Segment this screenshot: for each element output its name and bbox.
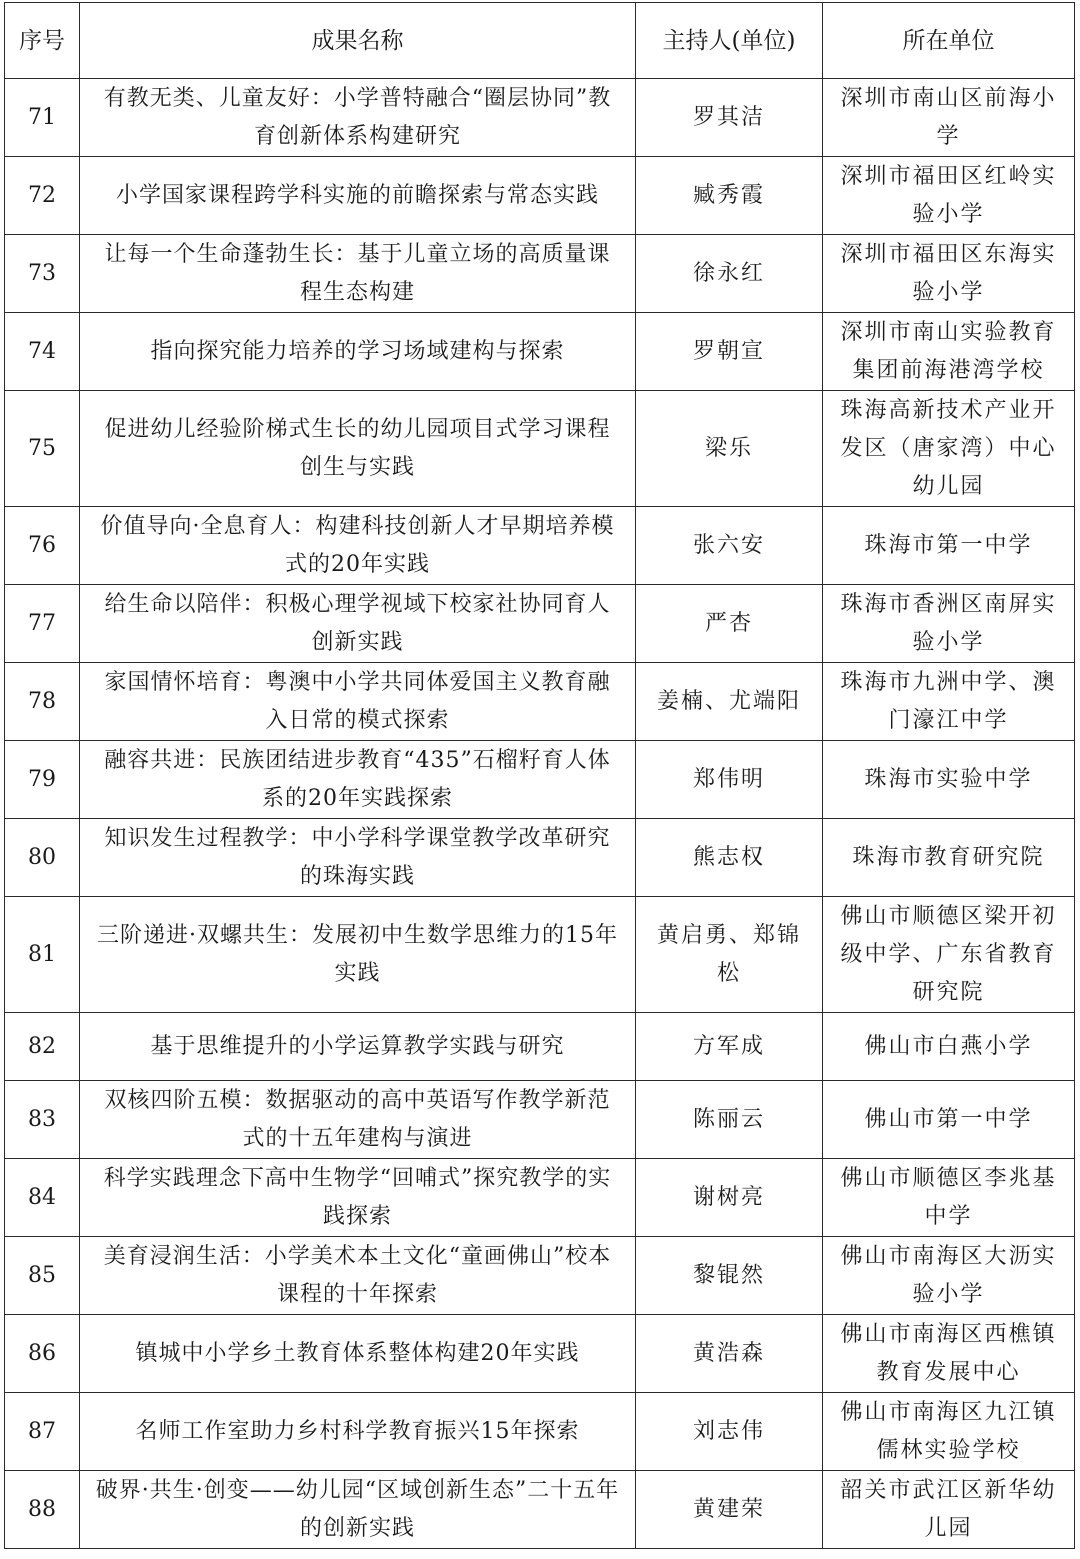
cell-host: 方军成	[636, 1013, 823, 1081]
cell-host: 臧秀霞	[636, 157, 823, 235]
cell-seq: 84	[5, 1159, 80, 1237]
cell-unit: 珠海市实验中学	[823, 741, 1075, 819]
table-row	[5, 235, 1075, 313]
cell-title: 价值导向·全息育人：构建科技创新人才早期培养模式的20年实践	[80, 507, 636, 585]
cell-host: 黄浩森	[636, 1315, 823, 1393]
cell-title: 双核四阶五模：数据驱动的高中英语写作教学新范式的十五年建构与演进	[80, 1081, 636, 1159]
cell-seq: 82	[5, 1013, 80, 1081]
table-row	[5, 1159, 1075, 1237]
cell-host: 罗朝宣	[636, 313, 823, 391]
cell-title: 美育浸润生活：小学美术本土文化“童画佛山”校本课程的十年探索	[80, 1237, 636, 1315]
table-row	[5, 79, 1075, 157]
cell-seq: 76	[5, 507, 80, 585]
cell-host: 黄启勇、郑锦松	[636, 897, 823, 1013]
header-seq: 序号	[5, 3, 80, 79]
cell-title: 融容共进：民族团结进步教育“435”石榴籽育人体系的20年实践探索	[80, 741, 636, 819]
cell-unit: 佛山市南海区西樵镇教育发展中心	[823, 1315, 1075, 1393]
table-body	[5, 79, 1075, 1549]
table-row	[5, 507, 1075, 585]
cell-seq: 80	[5, 819, 80, 897]
cell-host: 熊志权	[636, 819, 823, 897]
cell-unit: 深圳市南山区前海小学	[823, 79, 1075, 157]
table-row	[5, 897, 1075, 1013]
cell-title: 三阶递进·双螺共生：发展初中生数学思维力的15年实践	[80, 897, 636, 1013]
cell-seq: 79	[5, 741, 80, 819]
cell-seq: 86	[5, 1315, 80, 1393]
cell-unit: 韶关市武江区新华幼儿园	[823, 1471, 1075, 1549]
cell-seq: 73	[5, 235, 80, 313]
cell-seq: 72	[5, 157, 80, 235]
cell-unit: 佛山市南海区九江镇儒林实验学校	[823, 1393, 1075, 1471]
table-row	[5, 741, 1075, 819]
cell-seq: 78	[5, 663, 80, 741]
cell-title: 指向探究能力培养的学习场域建构与探索	[80, 313, 636, 391]
cell-title: 让每一个生命蓬勃生长：基于儿童立场的高质量课程生态构建	[80, 235, 636, 313]
cell-unit: 珠海市香洲区南屏实验小学	[823, 585, 1075, 663]
cell-host: 陈丽云	[636, 1081, 823, 1159]
cell-host: 姜楠、尤端阳	[636, 663, 823, 741]
cell-unit: 珠海市九洲中学、澳门濠江中学	[823, 663, 1075, 741]
header-title: 成果名称	[80, 3, 636, 79]
cell-seq: 75	[5, 391, 80, 507]
table-row	[5, 1081, 1075, 1159]
cell-seq: 85	[5, 1237, 80, 1315]
cell-title: 给生命以陪伴：积极心理学视域下校家社协同育人创新实践	[80, 585, 636, 663]
cell-title: 破界·共生·创变——幼儿园“区域创新生态”二十五年的创新实践	[80, 1471, 636, 1549]
table-row	[5, 1237, 1075, 1315]
cell-title: 小学国家课程跨学科实施的前瞻探索与常态实践	[80, 157, 636, 235]
cell-seq: 74	[5, 313, 80, 391]
cell-title: 名师工作室助力乡村科学教育振兴15年探索	[80, 1393, 636, 1471]
cell-unit: 珠海市教育研究院	[823, 819, 1075, 897]
cell-host: 郑伟明	[636, 741, 823, 819]
cell-host: 罗其洁	[636, 79, 823, 157]
cell-seq: 83	[5, 1081, 80, 1159]
cell-host: 严杏	[636, 585, 823, 663]
cell-unit: 佛山市南海区大沥实验小学	[823, 1237, 1075, 1315]
cell-unit: 深圳市福田区东海实验小学	[823, 235, 1075, 313]
cell-unit: 佛山市顺德区梁开初级中学、广东省教育研究院	[823, 897, 1075, 1013]
table-row	[5, 819, 1075, 897]
table-row	[5, 1471, 1075, 1549]
cell-seq: 87	[5, 1393, 80, 1471]
cell-title: 镇城中小学乡土教育体系整体构建20年实践	[80, 1315, 636, 1393]
achievements-table	[4, 2, 1075, 1549]
header-unit: 所在单位	[823, 3, 1075, 79]
cell-host: 徐永红	[636, 235, 823, 313]
cell-unit: 深圳市福田区红岭实验小学	[823, 157, 1075, 235]
cell-unit: 佛山市第一中学	[823, 1081, 1075, 1159]
table-row	[5, 663, 1075, 741]
header-row	[5, 3, 1075, 79]
cell-host: 谢树亮	[636, 1159, 823, 1237]
cell-title: 基于思维提升的小学运算教学实践与研究	[80, 1013, 636, 1081]
cell-title: 科学实践理念下高中生物学“回哺式”探究教学的实践探索	[80, 1159, 636, 1237]
cell-host: 张六安	[636, 507, 823, 585]
cell-title: 家国情怀培育：粤澳中小学共同体爱国主义教育融入日常的模式探索	[80, 663, 636, 741]
cell-seq: 81	[5, 897, 80, 1013]
cell-seq: 71	[5, 79, 80, 157]
header-host: 主持人(单位)	[636, 3, 823, 79]
cell-seq: 77	[5, 585, 80, 663]
cell-host: 刘志伟	[636, 1393, 823, 1471]
cell-unit: 佛山市白燕小学	[823, 1013, 1075, 1081]
cell-unit: 珠海高新技术产业开发区（唐家湾）中心幼儿园	[823, 391, 1075, 507]
table-row	[5, 585, 1075, 663]
cell-unit: 珠海市第一中学	[823, 507, 1075, 585]
table-row	[5, 1393, 1075, 1471]
cell-title: 有教无类、儿童友好：小学普特融合“圈层协同”教育创新体系构建研究	[80, 79, 636, 157]
table-row	[5, 1315, 1075, 1393]
cell-unit: 佛山市顺德区李兆基中学	[823, 1159, 1075, 1237]
cell-host: 黎锟然	[636, 1237, 823, 1315]
cell-host: 黄建荣	[636, 1471, 823, 1549]
table-row	[5, 391, 1075, 507]
cell-unit: 深圳市南山实验教育集团前海港湾学校	[823, 313, 1075, 391]
table-row	[5, 313, 1075, 391]
cell-host: 梁乐	[636, 391, 823, 507]
table-row	[5, 1013, 1075, 1081]
cell-title: 知识发生过程教学：中小学科学课堂教学改革研究的珠海实践	[80, 819, 636, 897]
cell-title: 促进幼儿经验阶梯式生长的幼儿园项目式学习课程创生与实践	[80, 391, 636, 507]
cell-seq: 88	[5, 1471, 80, 1549]
table-row	[5, 157, 1075, 235]
